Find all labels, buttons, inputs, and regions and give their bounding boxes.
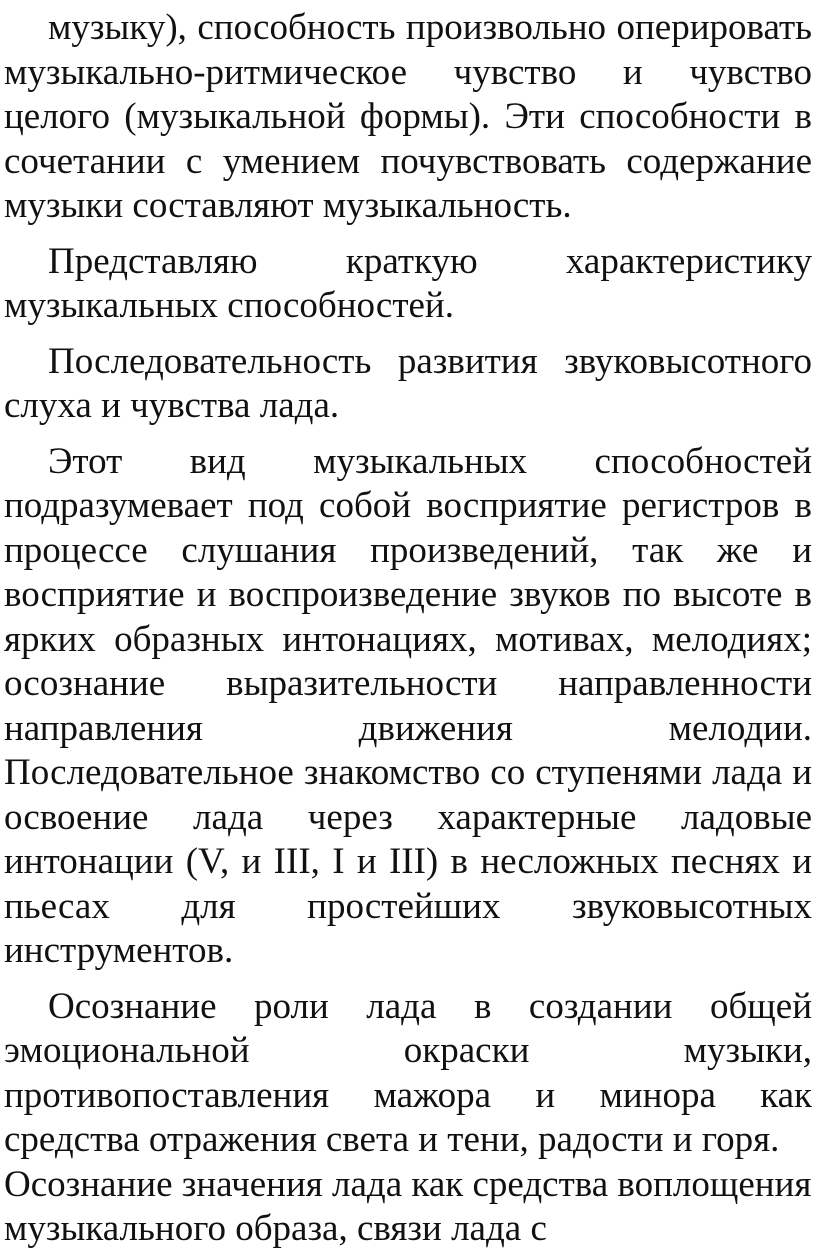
paragraph-5: Осознание роли лада в создании общей эмоциональной окраски музыки, противопоставления мажора и минора как средства отражения света и тени, радости и горя.	[4, 985, 812, 1160]
paragraph-6: Осознание значения лада как средства воплощения музыкального образа, связи лада с	[4, 1163, 812, 1249]
paragraph-3: Последовательность развития звуковысотного слуха и чувства лада.	[4, 340, 812, 426]
paragraph-1: музыку), способность произвольно оперировать музыкально-ритмическое чувство и чувство целого (музыкальной формы). Эти способности в сочетании с умением почувствовать содержание музыки составляют музыкальность.	[4, 7, 812, 226]
paragraph-2: Представляю краткую характеристику музыкальных способностей.	[4, 240, 812, 326]
paragraph-4: Этот вид музыкальных способностей подразумевает под собой восприятие регистров в процессе слушания произведений, так же и восприятие и воспроизведение звуков по высоте в ярких образных интонациях, мотивах, мелодиях; осознание выразительности направленности направления движения мелодии. Последовательное знакомство со ступенями лада и освоение лада через характерные ладовые интонации (V, и III, I и III) в несложных песнях и пьесах для простейших звуковысотных инструментов.	[4, 440, 812, 971]
